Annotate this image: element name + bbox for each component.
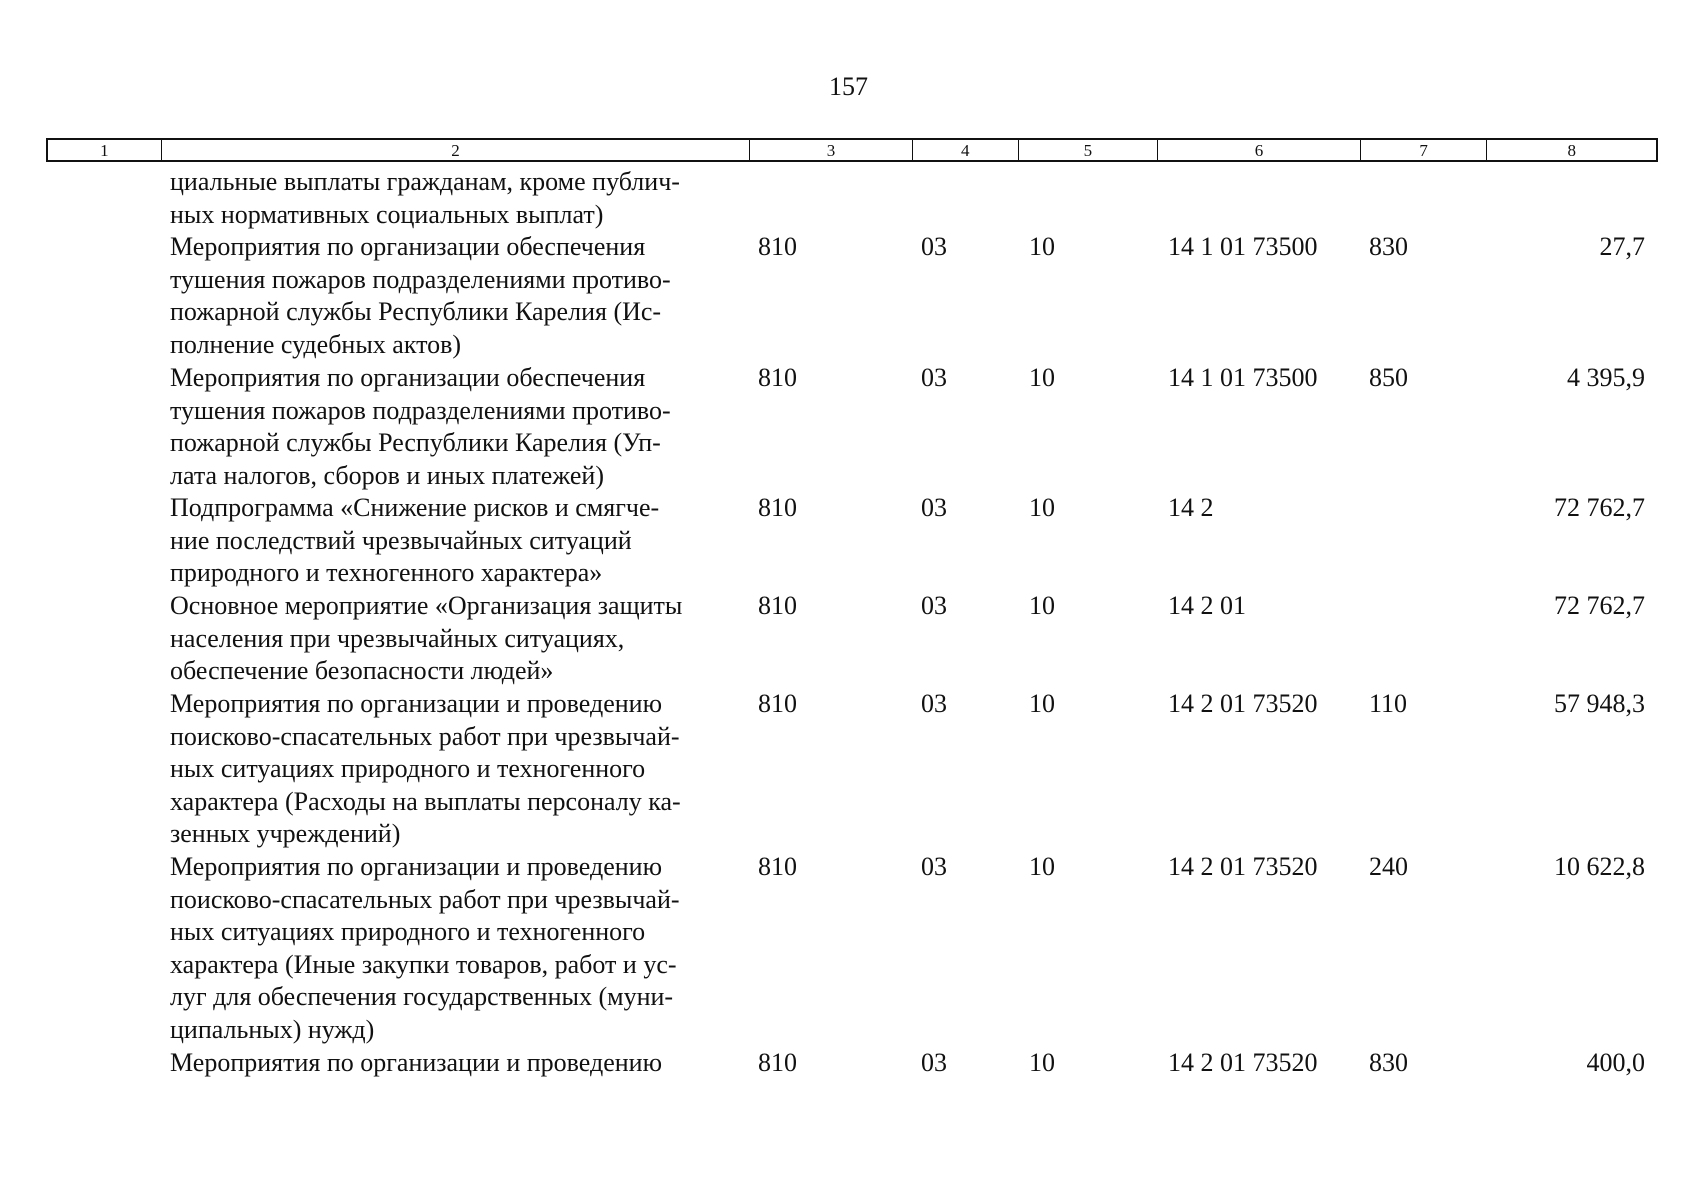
- row-description: Основное мероприятие «Организация защиты населения при чрезвычайных ситуациях, обеспечение безопасности людей»: [170, 591, 683, 686]
- row-code-col3: 810: [758, 591, 797, 620]
- row-code-col5: 10: [1029, 493, 1055, 522]
- table-row: [0, 688, 1697, 851]
- row-code-col3: 810: [758, 232, 797, 261]
- row-amount: 4 395,9: [1567, 363, 1645, 392]
- row-description: Мероприятия по организации и проведению поисково-спасательных работ при чрезвычай- ных ситуациях природного и техногенного характера (Иные закупки товаров, работ и ус- луг для обеспечения государственных (муни- ципальных) нужд): [170, 852, 680, 1044]
- row-code-col6: 14 1 01 73500: [1168, 363, 1318, 392]
- table-row: [0, 231, 1697, 362]
- row-amount: 57 948,3: [1554, 689, 1645, 718]
- row-description: Мероприятия по организации и проведению: [170, 1048, 663, 1077]
- row-description: Мероприятия по организации и проведению поисково-спасательных работ при чрезвычай- ных ситуациях природного и техногенного характера (Расходы на выплаты персоналу ка- зенных учреждений): [170, 689, 681, 849]
- row-code-col4: 03: [921, 493, 947, 522]
- row-code-col5: 10: [1029, 363, 1055, 392]
- row-code-col5: 10: [1029, 232, 1055, 261]
- row-code-col3: 810: [758, 363, 797, 392]
- row-code-col4: 03: [921, 232, 947, 261]
- column-header-1: 1: [48, 140, 162, 160]
- row-amount: 10 622,8: [1554, 852, 1645, 881]
- row-code-col7: 240: [1369, 852, 1408, 881]
- row-amount: 400,0: [1586, 1048, 1645, 1077]
- column-header-8: 8: [1567, 141, 1576, 160]
- row-code-col5: 10: [1029, 852, 1055, 881]
- row-code-col6: 14 1 01 73500: [1168, 232, 1318, 261]
- table-row: [0, 851, 1697, 1047]
- table-row: [0, 362, 1697, 492]
- row-code-col4: 03: [921, 689, 947, 718]
- table-column-header: [46, 138, 1658, 162]
- row-code-col6: 14 2: [1168, 493, 1214, 522]
- row-code-col4: 03: [921, 852, 947, 881]
- row-code-col4: 03: [921, 591, 947, 620]
- row-code-col3: 810: [758, 852, 797, 881]
- column-header-3: 3: [750, 140, 913, 160]
- row-description: циальные выплаты гражданам, кроме публич- ных нормативных социальных выплат): [170, 167, 680, 229]
- row-code-col4: 03: [921, 1048, 947, 1077]
- row-code-col6: 14 2 01 73520: [1168, 689, 1318, 718]
- column-header-6: 6: [1158, 140, 1361, 160]
- row-code-col4: 03: [921, 363, 947, 392]
- table-row: [0, 590, 1697, 688]
- row-code-col6: 14 2 01 73520: [1168, 1048, 1318, 1077]
- row-amount: 27,7: [1599, 232, 1645, 261]
- row-amount: 72 762,7: [1554, 591, 1645, 620]
- row-code-col7: 830: [1369, 232, 1408, 261]
- row-description: Подпрограмма «Снижение рисков и смягче- ние последствий чрезвычайных ситуаций природного и техногенного характера»: [170, 493, 660, 588]
- column-header-2: 2: [162, 140, 751, 160]
- row-code-col3: 810: [758, 493, 797, 522]
- row-code-col6: 14 2 01: [1168, 591, 1246, 620]
- column-header-5: 5: [1019, 140, 1159, 160]
- row-code-col6: 14 2 01 73520: [1168, 852, 1318, 881]
- row-description: Мероприятия по организации обеспечения тушения пожаров подразделениями противо- пожарной службы Республики Карелия (Ис- полнение судебных актов): [170, 232, 671, 359]
- table-row: [0, 492, 1697, 590]
- row-code-col7: 850: [1369, 363, 1408, 392]
- table-row: [0, 1047, 1697, 1087]
- row-code-col7: 830: [1369, 1048, 1408, 1077]
- row-code-col5: 10: [1029, 1048, 1055, 1077]
- column-header-7: 7: [1361, 140, 1488, 160]
- column-header-4: 4: [913, 140, 1019, 160]
- row-description: Мероприятия по организации обеспечения тушения пожаров подразделениями противо- пожарной службы Республики Карелия (Уп- лата налогов, сборов и иных платежей): [170, 363, 671, 490]
- row-code-col5: 10: [1029, 689, 1055, 718]
- page-number: 157: [829, 72, 868, 101]
- row-code-col3: 810: [758, 689, 797, 718]
- row-amount: 72 762,7: [1554, 493, 1645, 522]
- row-code-col7: 110: [1369, 689, 1408, 718]
- row-code-col5: 10: [1029, 591, 1055, 620]
- table-row: [0, 166, 1697, 231]
- row-code-col3: 810: [758, 1048, 797, 1077]
- table-body: [0, 166, 1697, 1087]
